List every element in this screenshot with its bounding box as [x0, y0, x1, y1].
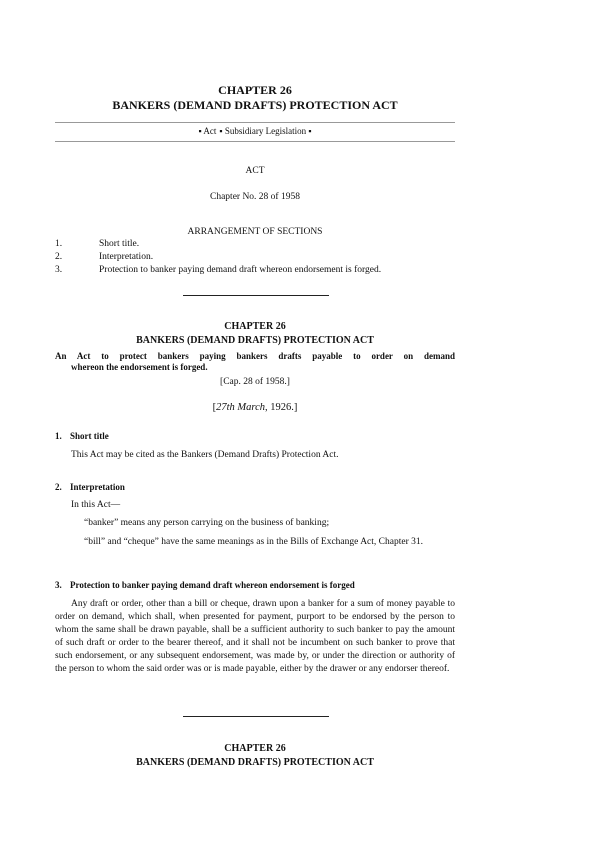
cap-reference: [Cap. 28 of 1958.]	[220, 377, 290, 387]
section-divider	[183, 295, 329, 296]
nav-links	[55, 125, 455, 138]
toc-item[interactable]	[55, 238, 455, 250]
nav-divider	[55, 141, 455, 142]
section-2-heading	[55, 481, 455, 493]
chapter-heading: CHAPTER 26	[218, 83, 292, 97]
toc-title: Protection to banker paying demand draft whereon endorsement is forged.	[99, 265, 382, 275]
toc-number: 3.	[55, 265, 63, 275]
section-1-text: This Act may be cited as the Bankers (Demand Drafts) Protection Act.	[71, 450, 339, 460]
section-2-intro: In this Act—	[71, 500, 121, 510]
section-number: 1.	[55, 431, 62, 441]
subsidiary-legislation-link[interactable]: Subsidiary Legislation	[224, 126, 307, 136]
date-open: [	[212, 402, 217, 413]
section-1-heading	[55, 430, 455, 442]
toc-number: 1.	[55, 239, 63, 249]
footer-act-title: BANKERS (DEMAND DRAFTS) PROTECTION ACT	[136, 757, 374, 768]
section-divider	[183, 716, 329, 717]
act-link[interactable]: Act	[203, 126, 217, 136]
section-title: Protection to banker paying demand draft whereon endorsement is forged	[70, 580, 355, 590]
commencement-date	[55, 401, 455, 415]
act-title: BANKERS (DEMAND DRAFTS) PROTECTION ACT	[112, 98, 398, 112]
section-3-text: Any draft or order, other than a bill or cheque, drawn upon a banker for a sum of money payable to order on demand, which shall, when presented for payment, purport to be endorsed by the person to whom the same shall be drawn payable, shall be a sufficient authority to such banker to pay the amount of such draft or order to the bearer thereof, and it shall not be incumbent on such banker to prove that such endorsement, or any subsequent endorsement, was made by, or under the direction or authority of the person to whom the said order was or is made payable, either by the drawer or any endorser thereof.	[55, 599, 455, 674]
section-number: 3.	[55, 580, 62, 590]
footer-chapter-heading: CHAPTER 26	[224, 743, 286, 754]
long-title-line-1: An Act to protect bankers paying bankers drafts payable to order on demand	[55, 351, 455, 361]
toc-number: 2.	[55, 252, 63, 262]
toc-title: Short title.	[99, 239, 140, 249]
long-title-line-2: whereon the endorsement is forged.	[71, 362, 208, 372]
date-italic: 27th March	[216, 402, 266, 413]
section-number: 2.	[55, 482, 62, 492]
act-heading: ACT	[245, 166, 265, 176]
date-close: , 1926.]	[265, 402, 298, 413]
toc-title: Interpretation.	[99, 252, 154, 262]
bullet-icon: ▪	[198, 126, 202, 136]
section-title: Short title	[70, 431, 109, 441]
body-act-title: BANKERS (DEMAND DRAFTS) PROTECTION ACT	[136, 335, 374, 346]
toc-item[interactable]	[55, 264, 455, 276]
chapter-number: Chapter No. 28 of 1958	[210, 192, 300, 202]
definition-banker: “banker” means any person carrying on the business of banking;	[84, 518, 330, 528]
bullet-icon: ▪	[219, 126, 223, 136]
section-3-heading	[55, 579, 455, 591]
arrangement-heading: ARRANGEMENT OF SECTIONS	[187, 227, 323, 237]
section-title: Interpretation	[70, 482, 125, 492]
top-divider	[55, 122, 455, 123]
definition-bill-cheque: “bill” and “cheque” have the same meanings as in the Bills of Exchange Act, Chapter 31.	[84, 537, 423, 547]
bullet-icon: ▪	[308, 126, 312, 136]
toc-item[interactable]	[55, 251, 455, 263]
body-chapter-heading: CHAPTER 26	[224, 321, 286, 332]
